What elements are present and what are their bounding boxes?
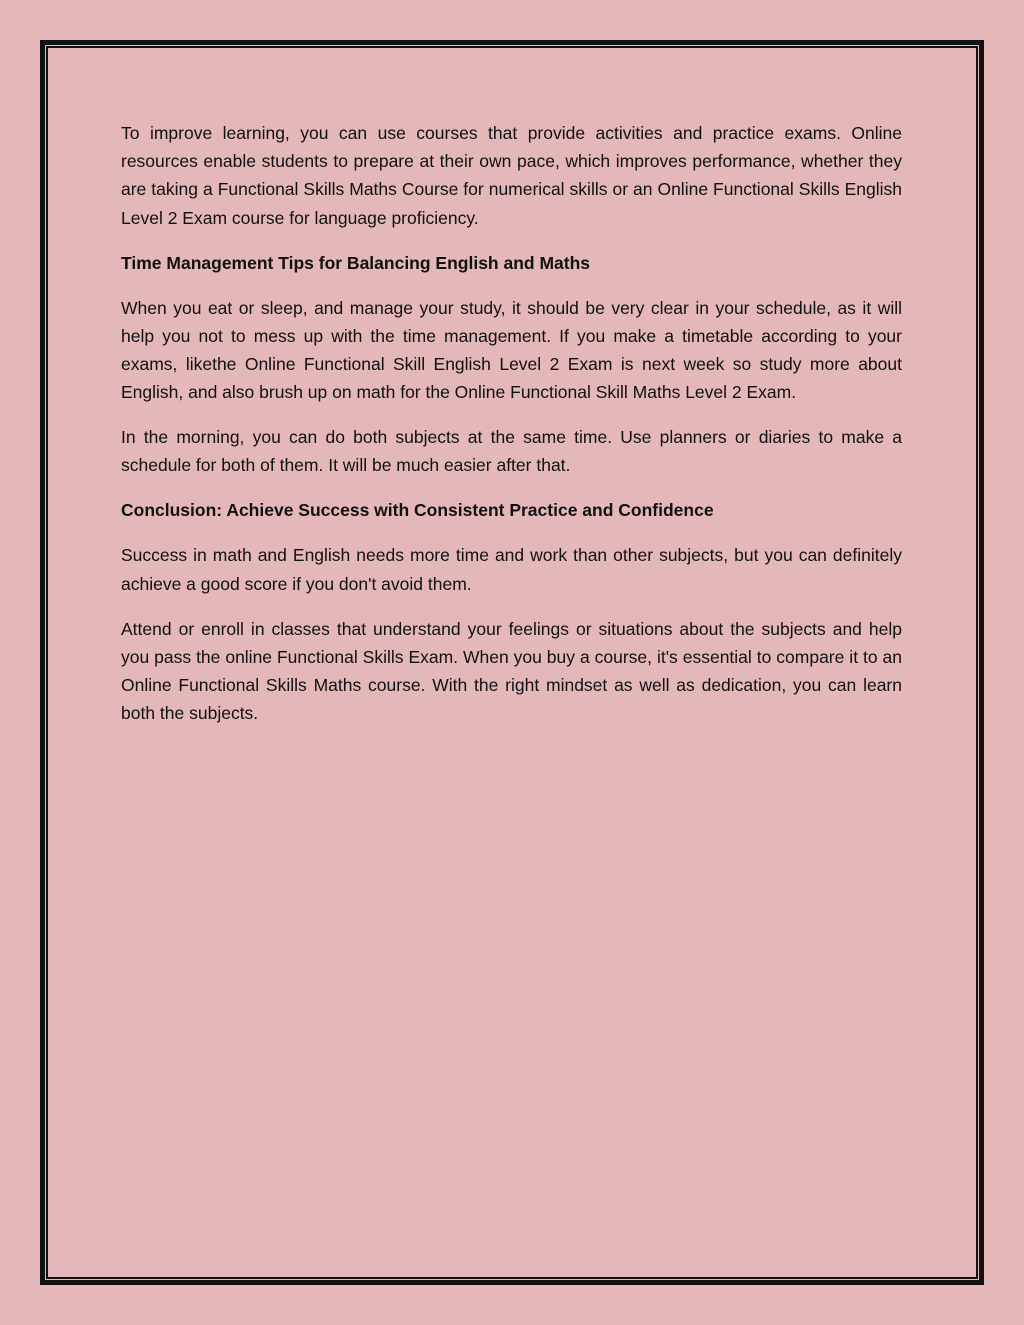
- intro-paragraph: To improve learning, you can use courses that provide activities and practice exams. Online resources enable students to prepare at their own pace, which improves performance, whether they are taking a Functional Skills Maths Course for numerical skills or an Online Functional Skills English Level 2 Exam course for language proficiency.: [121, 123, 902, 228]
- conclusion-paragraph-1: Success in math and English needs more time and work than other subjects, but you can definitely achieve a good score if you don't avoid them.: [121, 545, 902, 594]
- time-management-heading: Time Management Tips for Balancing English and Maths: [121, 252, 591, 273]
- time-management-paragraph-1: When you eat or sleep, and manage your study, it should be very clear in your schedule, as it will help you not to mess up with the time management. If you make a timetable according to your exams, likethe Online Functional Skill English Level 2 Exam is next week so study more about English, and also brush up on math for the Online Functional Skill Maths Level 2 Exam.: [121, 297, 902, 403]
- document-body: [121, 119, 902, 744]
- conclusion-paragraph-2: Attend or enroll in classes that understand your feelings or situations about the subjects and help you pass the online Functional Skills Exam. When you buy a course, it's essential to compare it to an Online Functional Skills Maths course. With the right mindset as well as dedication, you can learn both the subjects.: [121, 618, 902, 724]
- time-management-paragraph-2: In the morning, you can do both subjects at the same time. Use planners or diaries to make a schedule for both of them. It will be much easier after that.: [121, 427, 902, 476]
- conclusion-heading: Conclusion: Achieve Success with Consistent Practice and Confidence: [121, 500, 714, 521]
